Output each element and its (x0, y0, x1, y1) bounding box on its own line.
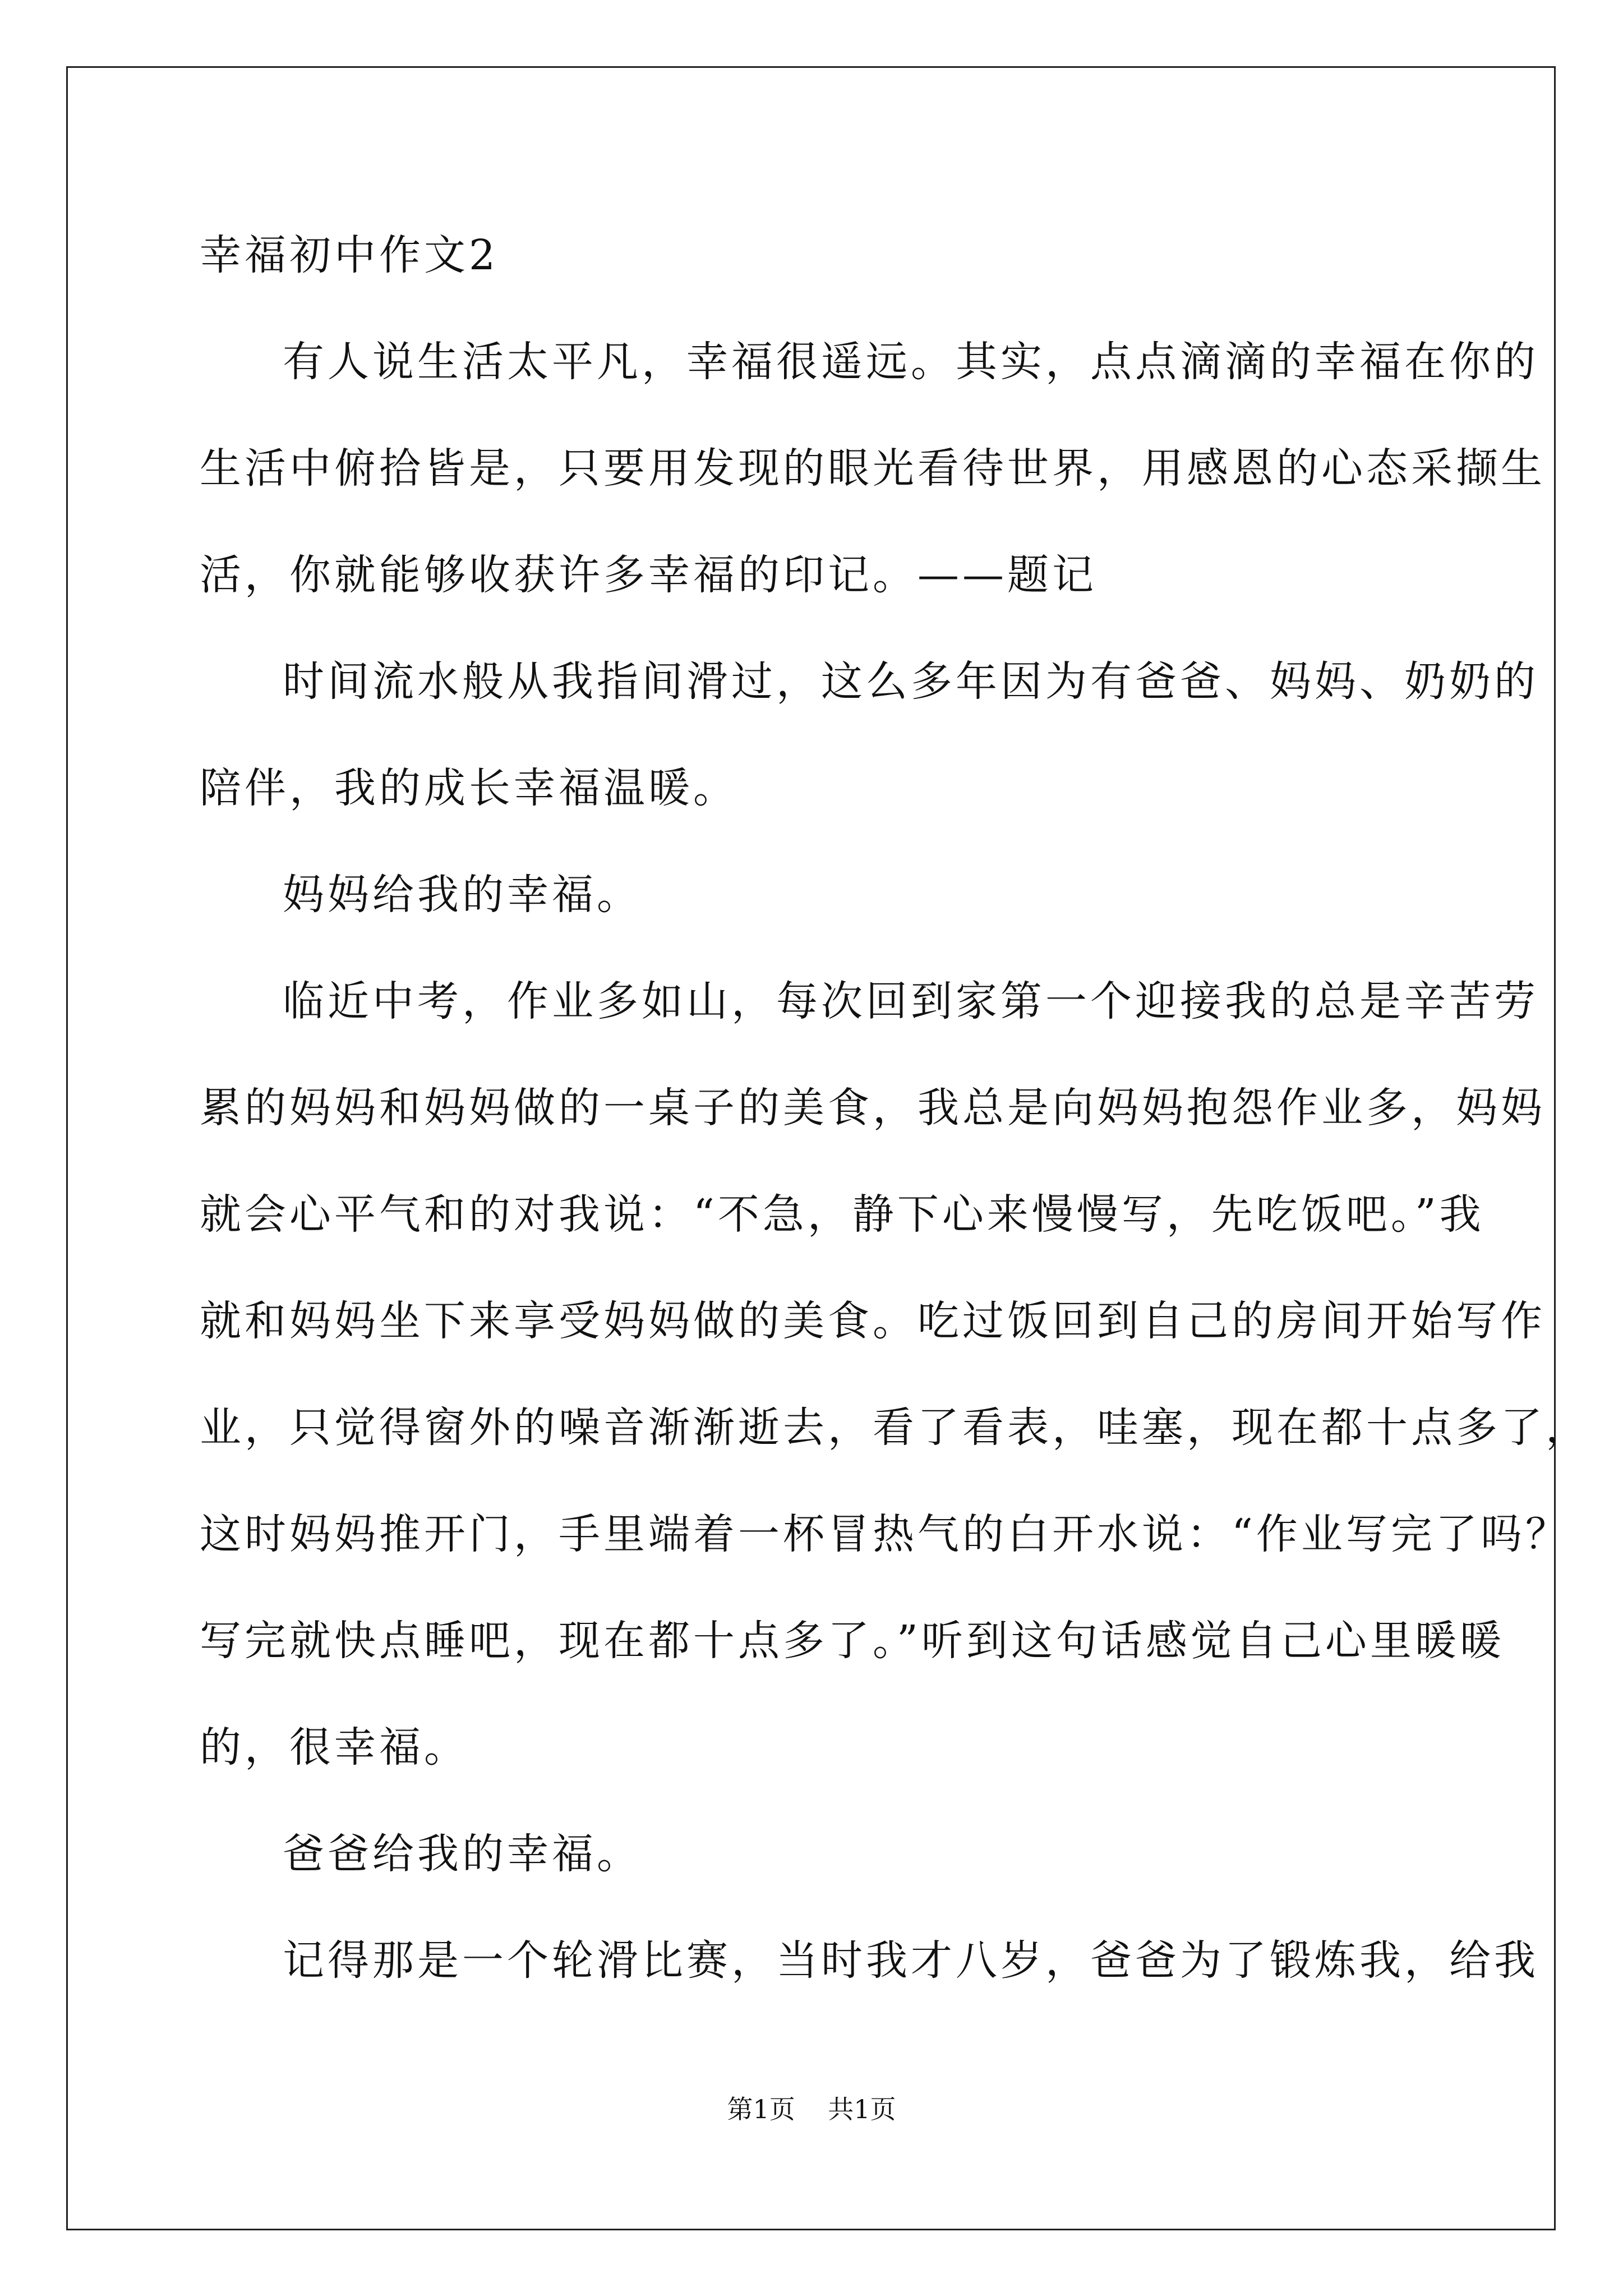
paragraph-line: 的，很幸福。 (200, 1723, 469, 1772)
paragraph-line: 这时妈妈推开门，手里端着一杯冒热气的白开水说：“作业写完了吗？ (200, 1510, 1570, 1558)
paragraph-line: 业，只觉得窗外的噪音渐渐逝去，看了看表，哇塞，现在都十点多了， (200, 1404, 1590, 1452)
paragraph-line: 有人说生活太平凡，幸福很遥远。其实，点点滴滴的幸福在你的 (283, 338, 1539, 386)
paragraph-line: 活，你就能够收获许多幸福的印记。——题记 (200, 551, 1097, 599)
page-footer (0, 2092, 1623, 2126)
paragraph-line: 就会心平气和的对我说：“不急，静下心来慢慢写，先吃饭吧。”我 (200, 1190, 1484, 1239)
paragraph-line: 累的妈妈和妈妈做的一桌子的美食，我总是向妈妈抱怨作业多，妈妈 (200, 1084, 1546, 1132)
paragraph-line: 生活中俯拾皆是，只要用发现的眼光看待世界，用感恩的心态采撷生 (200, 444, 1546, 493)
paragraph-line: 就和妈妈坐下来享受妈妈做的美食。吃过饭回到自己的房间开始写作 (200, 1297, 1546, 1345)
document-title: 幸福初中作文2 (200, 231, 499, 279)
section-heading: 爸爸给我的幸福。 (283, 1830, 642, 1878)
paragraph-line: 时间流水般从我指间滑过，这么多年因为有爸爸、妈妈、奶奶的 (283, 657, 1539, 706)
page-border (66, 66, 1556, 2230)
page-number-total: 共1页 (828, 2094, 896, 2124)
paragraph-line: 陪伴，我的成长幸福温暖。 (200, 764, 738, 812)
section-heading: 妈妈给我的幸福。 (283, 871, 642, 919)
paragraph-line: 临近中考，作业多如山，每次回到家第一个迎接我的总是辛苦劳 (283, 977, 1539, 1025)
paragraph-line: 写完就快点睡吧，现在都十点多了。”听到这句话感觉自己心里暖暖 (200, 1617, 1505, 1665)
paragraph-line: 记得那是一个轮滑比赛，当时我才八岁，爸爸为了锻炼我，给我 (283, 1936, 1539, 1985)
page-number-current: 第1页 (727, 2094, 795, 2124)
